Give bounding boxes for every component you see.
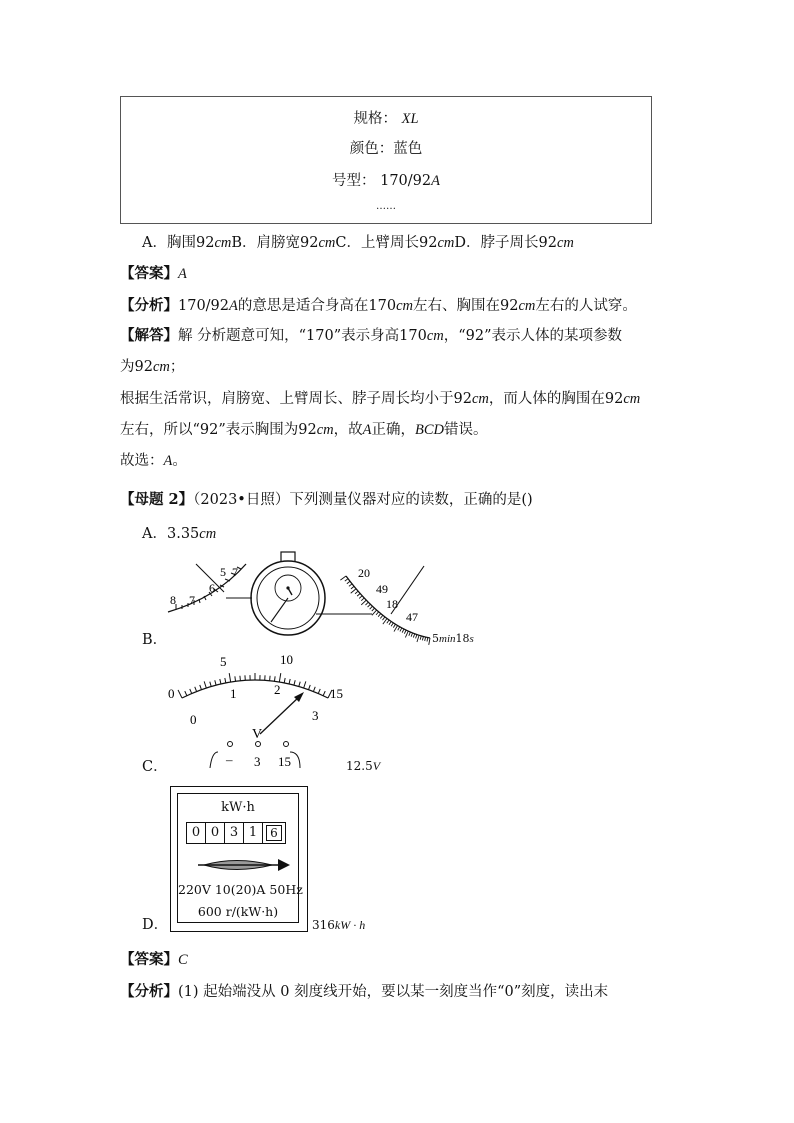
digit-cell: 0 — [205, 822, 224, 844]
second-tick — [398, 627, 400, 630]
spec-color-row — [121, 137, 651, 158]
q2-option-b-reading — [432, 632, 474, 645]
q2-option-b-label: B． — [142, 632, 168, 648]
stopwatch-pivot — [286, 586, 289, 589]
voltmeter-tick — [185, 691, 187, 696]
solution-label: 【解答】 — [120, 327, 178, 344]
q2-title — [120, 490, 533, 510]
second-label: 47 — [406, 610, 418, 624]
solution-part: 为 — [120, 359, 135, 375]
reading-part: 5 — [432, 632, 439, 645]
second-tick — [389, 621, 391, 624]
voltmeter-tick — [279, 673, 280, 682]
second-tick — [357, 593, 360, 596]
second-tick — [391, 623, 393, 626]
second-tick — [347, 581, 350, 583]
second-tick — [349, 584, 352, 586]
spec-box — [120, 96, 652, 224]
voltmeter-upper-label: 15 — [330, 686, 343, 701]
voltmeter-lower-label: 1 — [230, 686, 237, 701]
opt-c-text: C．上臂周长 — [335, 235, 419, 251]
q1-solution-line2 — [120, 357, 184, 377]
energy-meter-inner — [177, 793, 303, 923]
digit-cell: 0 — [186, 822, 205, 844]
solution-part: 错误。 — [444, 422, 488, 438]
voltmeter-tick — [284, 678, 285, 683]
voltmeter-tick — [318, 689, 320, 694]
voltmeter-tick — [294, 680, 295, 685]
energy-meter-outer — [170, 786, 308, 932]
voltmeter-figure — [160, 648, 350, 772]
second-tick — [393, 624, 395, 627]
second-tick — [345, 579, 348, 581]
solution-part: cm — [623, 391, 641, 407]
voltmeter-tick — [204, 681, 206, 688]
voltmeter-tick — [235, 676, 236, 681]
solution-part: ； — [169, 359, 185, 375]
second-tick — [380, 615, 382, 618]
second-tick — [378, 614, 381, 617]
q2-analysis — [120, 982, 608, 1002]
opt-d-text: D．脖子周长 — [454, 235, 539, 251]
opt-c-num: 92 — [419, 235, 438, 251]
voltmeter-tick — [195, 687, 197, 692]
voltmeter-symbol: V — [252, 727, 263, 742]
size-label: 规格： — [353, 111, 397, 127]
terminal-label: 15 — [278, 754, 291, 769]
analysis-label: 【分析】 — [120, 983, 178, 1000]
solution-part: A — [362, 422, 372, 438]
second-tick — [355, 591, 358, 594]
solution-part: cm — [426, 328, 444, 344]
voltmeter-tick — [274, 676, 275, 681]
solution-part: 根据生活常识，肩膀宽、上臂周长、脖子周长均小于 — [120, 391, 454, 407]
voltmeter-tick — [309, 685, 311, 690]
second-tick — [400, 628, 402, 632]
choose-part: A — [163, 453, 173, 469]
solution-part: 92 — [453, 391, 472, 407]
opt-a-num: 3.35 — [166, 526, 200, 542]
energy-meter-digits — [186, 822, 286, 844]
solution-part: cm — [316, 422, 334, 438]
voltmeter-upper-label: 5 — [220, 654, 227, 669]
second-label: 49 — [376, 582, 388, 596]
voltmeter-upper-label: 0 — [168, 686, 175, 701]
minute-label: 5 — [220, 565, 226, 579]
opt-b-num: 92 — [300, 235, 319, 251]
digit-cell: 1 — [243, 822, 262, 844]
opt-a-label: A． — [142, 526, 167, 542]
q2-option-d-reading — [312, 918, 365, 933]
second-tick — [370, 606, 373, 609]
second-tick — [413, 634, 414, 638]
color-label: 颜色： — [349, 141, 394, 157]
second-tick — [361, 600, 366, 605]
opt-b-text: B．肩膀宽 — [231, 235, 301, 251]
answer-label: 【答案】 — [120, 265, 178, 282]
q1-solution-line1 — [120, 326, 622, 346]
voltmeter-lower-label: 0 — [190, 712, 197, 727]
choose-part: 。 — [172, 453, 187, 469]
terminal-negative — [228, 742, 233, 747]
second-tick — [417, 635, 419, 642]
voltmeter-upper-label: 10 — [280, 652, 293, 667]
solution-part: ，故 — [333, 422, 363, 438]
solution-part: 左右，所以“92”表示胸围为 — [120, 422, 299, 438]
second-label: 20 — [358, 566, 370, 580]
voltmeter-tick — [200, 685, 202, 690]
analysis-text: (1) 起始端没从 0 刻度线开始，要以某一刻度当作“0”刻度，读出末 — [178, 984, 609, 1000]
reading-num: 316 — [312, 918, 335, 932]
digit-cell-decimal — [262, 822, 286, 844]
solution-part: cm — [471, 391, 489, 407]
second-tick — [409, 632, 411, 636]
second-tick — [359, 596, 362, 599]
second-tick — [429, 638, 430, 645]
second-tick — [427, 638, 428, 642]
voltmeter-tick — [289, 679, 290, 684]
q1-options — [142, 233, 574, 253]
digit-decimal-value: 6 — [266, 825, 282, 841]
voltmeter-tick — [313, 687, 315, 692]
second-tick — [368, 604, 371, 607]
solution-part: 正确， — [371, 422, 416, 438]
q1-solution-line3 — [120, 389, 640, 409]
second-tick — [425, 637, 426, 641]
solution-part: ，而人体的胸围在 — [488, 391, 605, 407]
second-tick — [361, 598, 364, 601]
opt-a-text: A．胸围 — [142, 235, 196, 251]
second-tick — [402, 629, 404, 633]
second-tick — [351, 589, 356, 594]
spec-ellipsis: …… — [376, 201, 396, 212]
analysis-part: cm — [396, 298, 413, 314]
q1-choose — [120, 451, 187, 471]
opt-d-num: 92 — [538, 235, 557, 251]
second-tick — [382, 617, 384, 620]
solution-part: BCD — [415, 422, 445, 438]
model-label: 号型： — [332, 173, 376, 189]
q1-answer — [120, 264, 187, 284]
second-tick — [416, 635, 417, 639]
energy-meter-unit: kW·h — [221, 800, 255, 815]
terminal-15 — [284, 742, 289, 747]
voltmeter-tick — [190, 689, 192, 694]
analysis-part: 的意思是适合身高在 — [237, 298, 369, 314]
terminal-3 — [256, 742, 261, 747]
reading-unit: kW · h — [334, 918, 366, 932]
analysis-part: 170 — [368, 298, 397, 314]
digit-cell: 3 — [224, 822, 243, 844]
q2-answer — [120, 950, 188, 970]
reading-part: min — [439, 633, 456, 645]
voltmeter-tick — [299, 682, 300, 687]
voltmeter-tick — [210, 682, 211, 687]
voltmeter-tick — [229, 673, 230, 682]
analysis-label: 【分析】 — [120, 297, 178, 314]
second-tick — [405, 631, 408, 637]
answer-label: 【答案】 — [120, 951, 178, 968]
solution-part: 92 — [604, 391, 624, 407]
voltmeter-tick — [178, 690, 182, 698]
solution-part: 170 — [399, 328, 427, 344]
size-value: XL — [401, 111, 419, 127]
opt-a-num: 92 — [195, 235, 215, 251]
answer-value: A — [178, 266, 187, 282]
analysis-part: A — [229, 298, 238, 314]
voltmeter-tick — [323, 691, 325, 696]
model-value-num: 170/92 — [380, 173, 432, 189]
voltmeter-ticks — [178, 673, 332, 698]
analysis-part: 左右、胸围在 — [412, 298, 500, 314]
second-tick — [387, 620, 389, 623]
second-tick — [422, 637, 423, 641]
q2-option-c-label: C． — [142, 759, 168, 775]
second-tick — [365, 602, 368, 605]
reading-num: 12.5 — [346, 759, 373, 773]
q1-solution-line4 — [120, 420, 488, 440]
voltmeter-tick — [220, 679, 221, 684]
analysis-part: 170/92 — [178, 298, 230, 314]
second-tick — [376, 612, 379, 615]
q2-option-d-label: D． — [142, 917, 169, 933]
reading-unit: V — [372, 759, 381, 773]
answer-value: C — [178, 952, 188, 968]
terminal-label: – — [226, 752, 233, 767]
q1-analysis — [120, 296, 637, 316]
model-value-letter: A — [431, 173, 440, 189]
voltmeter-needle — [260, 696, 300, 734]
minute-label: 8 — [170, 593, 176, 607]
q2-option-a — [142, 524, 216, 544]
opt-b-unit: cm — [318, 235, 336, 251]
opt-d-unit: cm — [556, 235, 574, 251]
second-tick — [411, 633, 412, 637]
q2-option-c-reading — [346, 759, 380, 774]
solution-part: ，“92”表示人体的某项参数 — [443, 328, 623, 344]
analysis-part: 92 — [499, 298, 519, 314]
spec-model-row — [121, 169, 651, 190]
voltmeter-lower-label: 3 — [312, 708, 319, 723]
second-tick — [340, 576, 346, 580]
energy-meter-rating: 220V 10(20)A 50Hz — [178, 882, 303, 897]
voltmeter-tick — [215, 680, 216, 685]
minute-label: 7 — [189, 593, 195, 607]
disc-arrow-icon — [196, 854, 292, 876]
q2-title-text: （2023•日照）下列测量仪器对应的读数，正确的是() — [193, 492, 533, 508]
second-tick — [404, 630, 406, 634]
choose-part: 故选： — [120, 453, 164, 469]
energy-meter-constant: 600 r/(kW·h) — [197, 904, 279, 919]
second-label: 18 — [386, 597, 398, 611]
second-tick — [420, 636, 421, 640]
voltmeter-tick — [225, 678, 226, 683]
terminal-label: 3 — [254, 754, 261, 769]
second-tick — [351, 586, 354, 589]
solution-part: 92 — [298, 422, 317, 438]
opt-a-unit: cm — [214, 235, 232, 251]
spec-size-row — [121, 107, 651, 128]
wire-right — [290, 752, 300, 768]
solution-part: cm — [152, 359, 170, 375]
voltmeter-lower-label: 2 — [274, 682, 281, 697]
minute-label: 7 — [232, 565, 238, 579]
analysis-part: 左右的人试穿。 — [535, 298, 637, 314]
minute-label: 6 — [209, 581, 215, 595]
voltmeter-tick — [304, 681, 306, 688]
wire-left — [210, 752, 218, 768]
reading-part: 18 — [455, 632, 470, 645]
second-tick — [372, 608, 375, 611]
analysis-part: cm — [518, 298, 536, 314]
q2-title-label: 【母题 2】 — [120, 491, 194, 508]
voltmeter-scale-arc — [182, 680, 328, 698]
reading-part: s — [469, 633, 474, 645]
solution-part: 92 — [134, 359, 153, 375]
color-value: 蓝色 — [393, 141, 423, 157]
solution-part: 解 分析题意可知，“170”表示身高 — [178, 328, 400, 344]
opt-a-unit: cm — [199, 526, 217, 542]
opt-c-unit: cm — [437, 235, 455, 251]
